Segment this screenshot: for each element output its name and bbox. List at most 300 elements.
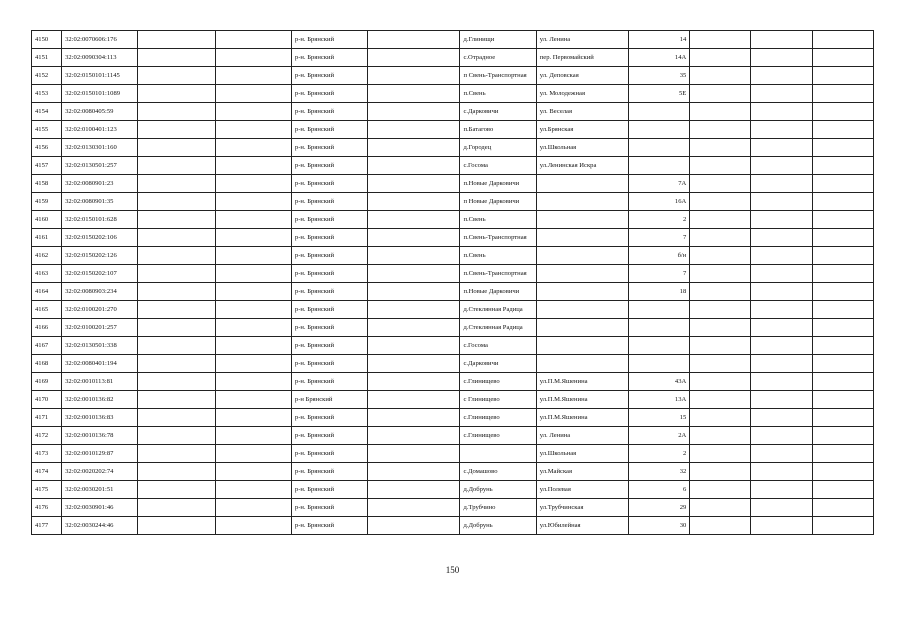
cadastral-number-cell: 32:02:0090304:113 [62, 49, 138, 67]
empty-cell [138, 319, 215, 337]
locality-cell: п.Свень [460, 85, 536, 103]
district-cell: р-н. Брянский [291, 481, 367, 499]
cadastral-number-cell: 32:02:0010136:78 [62, 427, 138, 445]
house-number-cell: 18 [629, 283, 690, 301]
cadastral-number-cell: 32:02:0150101:1145 [62, 67, 138, 85]
table-row [32, 427, 874, 445]
house-number-cell: 15 [629, 409, 690, 427]
empty-cell [690, 445, 751, 463]
table-row [32, 499, 874, 517]
empty-cell [751, 85, 812, 103]
district-cell: р-н. Брянский [291, 283, 367, 301]
empty-cell [751, 247, 812, 265]
house-number-cell: 29 [629, 499, 690, 517]
record-number-cell: 4163 [32, 265, 62, 283]
empty-cell [751, 265, 812, 283]
record-number-cell: 4175 [32, 481, 62, 499]
empty-cell [690, 373, 751, 391]
street-cell [536, 319, 628, 337]
cadastral-number-cell: 32:02:0030901:46 [62, 499, 138, 517]
empty-cell [812, 409, 873, 427]
locality-cell: с.Дарковичи [460, 355, 536, 373]
cadastral-number-cell: 32:02:0130301:160 [62, 139, 138, 157]
house-number-cell: 35 [629, 67, 690, 85]
empty-cell [690, 229, 751, 247]
record-number-cell: 4155 [32, 121, 62, 139]
empty-cell [138, 445, 215, 463]
empty-cell [138, 283, 215, 301]
empty-cell [751, 391, 812, 409]
empty-cell [215, 355, 291, 373]
table-row [32, 157, 874, 175]
locality-cell: д.Трубчино [460, 499, 536, 517]
record-number-cell: 4167 [32, 337, 62, 355]
district-cell: р-н. Брянский [291, 49, 367, 67]
record-number-cell: 4151 [32, 49, 62, 67]
empty-cell [368, 229, 460, 247]
empty-cell [812, 355, 873, 373]
cadastral-number-cell: 32:02:0150101:1089 [62, 85, 138, 103]
empty-cell [215, 445, 291, 463]
street-cell [536, 229, 628, 247]
empty-cell [215, 517, 291, 535]
house-number-cell: 2А [629, 427, 690, 445]
house-number-cell: 5Е [629, 85, 690, 103]
locality-cell [460, 445, 536, 463]
district-cell: р-н. Брянский [291, 301, 367, 319]
empty-cell [690, 31, 751, 49]
empty-cell [751, 481, 812, 499]
empty-cell [215, 301, 291, 319]
house-number-cell: 14 [629, 31, 690, 49]
empty-cell [215, 85, 291, 103]
empty-cell [215, 139, 291, 157]
house-number-cell [629, 319, 690, 337]
empty-cell [368, 139, 460, 157]
empty-cell [368, 319, 460, 337]
empty-cell [368, 445, 460, 463]
street-cell [536, 337, 628, 355]
empty-cell [690, 175, 751, 193]
empty-cell [368, 67, 460, 85]
record-number-cell: 4169 [32, 373, 62, 391]
district-cell: р-н. Брянский [291, 319, 367, 337]
cadastral-number-cell: 32:02:0020202:74 [62, 463, 138, 481]
empty-cell [368, 481, 460, 499]
empty-cell [690, 49, 751, 67]
record-number-cell: 4173 [32, 445, 62, 463]
empty-cell [812, 499, 873, 517]
record-number-cell: 4176 [32, 499, 62, 517]
empty-cell [812, 373, 873, 391]
empty-cell [690, 211, 751, 229]
empty-cell [215, 49, 291, 67]
empty-cell [690, 427, 751, 445]
cadastral-number-cell: 32:02:0010129:87 [62, 445, 138, 463]
cadastral-number-cell: 32:02:0080901:23 [62, 175, 138, 193]
empty-cell [215, 499, 291, 517]
street-cell: ул.П.М.Яшенина [536, 373, 628, 391]
table-row [32, 175, 874, 193]
empty-cell [138, 463, 215, 481]
empty-cell [812, 463, 873, 481]
empty-cell [812, 103, 873, 121]
empty-cell [368, 31, 460, 49]
empty-cell [812, 247, 873, 265]
table-row [32, 481, 874, 499]
house-number-cell: 13А [629, 391, 690, 409]
record-number-cell: 4168 [32, 355, 62, 373]
empty-cell [812, 121, 873, 139]
record-number-cell: 4162 [32, 247, 62, 265]
empty-cell [751, 301, 812, 319]
table-row [32, 265, 874, 283]
table-row [32, 103, 874, 121]
house-number-cell: 6 [629, 481, 690, 499]
house-number-cell [629, 301, 690, 319]
cadastral-number-cell: 32:02:0080903:234 [62, 283, 138, 301]
district-cell: р-н. Брянский [291, 211, 367, 229]
empty-cell [138, 391, 215, 409]
locality-cell: д.Добрунь [460, 517, 536, 535]
empty-cell [690, 121, 751, 139]
street-cell: ул. Ленина [536, 31, 628, 49]
empty-cell [138, 499, 215, 517]
empty-cell [690, 193, 751, 211]
empty-cell [690, 319, 751, 337]
house-number-cell: 16А [629, 193, 690, 211]
locality-cell: с Глинищево [460, 391, 536, 409]
record-number-cell: 4160 [32, 211, 62, 229]
empty-cell [368, 391, 460, 409]
locality-cell: п Новые Дарковичи [460, 193, 536, 211]
empty-cell [215, 463, 291, 481]
empty-cell [368, 463, 460, 481]
empty-cell [690, 463, 751, 481]
district-cell: р-н. Брянский [291, 103, 367, 121]
locality-cell: с.Глинищево [460, 373, 536, 391]
table-row [32, 445, 874, 463]
table-row [32, 193, 874, 211]
street-cell [536, 193, 628, 211]
locality-cell: п.Свень [460, 211, 536, 229]
empty-cell [138, 229, 215, 247]
empty-cell [751, 445, 812, 463]
district-cell: р-н. Брянский [291, 121, 367, 139]
locality-cell: с.Госома [460, 337, 536, 355]
house-number-cell [629, 337, 690, 355]
record-number-cell: 4153 [32, 85, 62, 103]
empty-cell [812, 301, 873, 319]
district-cell: р-н. Брянский [291, 247, 367, 265]
empty-cell [138, 175, 215, 193]
empty-cell [138, 157, 215, 175]
empty-cell [751, 427, 812, 445]
record-number-cell: 4174 [32, 463, 62, 481]
house-number-cell [629, 103, 690, 121]
district-cell: р-н Брянский [291, 391, 367, 409]
empty-cell [690, 409, 751, 427]
record-number-cell: 4150 [32, 31, 62, 49]
empty-cell [368, 409, 460, 427]
table-row [32, 373, 874, 391]
empty-cell [812, 85, 873, 103]
street-cell: ул. Молодежная [536, 85, 628, 103]
locality-cell: д.Стеклянная Радица [460, 301, 536, 319]
empty-cell [812, 229, 873, 247]
cadastral-number-cell: 32:02:0150202:107 [62, 265, 138, 283]
district-cell: р-н. Брянский [291, 157, 367, 175]
empty-cell [215, 319, 291, 337]
empty-cell [751, 283, 812, 301]
empty-cell [368, 517, 460, 535]
district-cell: р-н. Брянский [291, 85, 367, 103]
empty-cell [812, 139, 873, 157]
district-cell: р-н. Брянский [291, 193, 367, 211]
locality-cell: с.Домашово [460, 463, 536, 481]
record-number-cell: 4157 [32, 157, 62, 175]
record-number-cell: 4177 [32, 517, 62, 535]
empty-cell [368, 121, 460, 139]
locality-cell: с.Глинищево [460, 409, 536, 427]
street-cell: ул.П.М.Яшенина [536, 391, 628, 409]
empty-cell [812, 481, 873, 499]
locality-cell: с.Дарковичи [460, 103, 536, 121]
empty-cell [751, 499, 812, 517]
locality-cell: д.Добрунь [460, 481, 536, 499]
district-cell: р-н. Брянский [291, 409, 367, 427]
cadastral-number-cell: 32:02:0100401:123 [62, 121, 138, 139]
table-row [32, 517, 874, 535]
empty-cell [812, 517, 873, 535]
empty-cell [138, 427, 215, 445]
empty-cell [751, 175, 812, 193]
empty-cell [751, 139, 812, 157]
street-cell: ул.Майская [536, 463, 628, 481]
cadastral-number-cell: 32:02:0100201:257 [62, 319, 138, 337]
house-number-cell [629, 121, 690, 139]
empty-cell [138, 265, 215, 283]
empty-cell [751, 409, 812, 427]
table-row [32, 247, 874, 265]
district-cell: р-н. Брянский [291, 427, 367, 445]
cadastral-number-cell: 32:02:0030244:46 [62, 517, 138, 535]
table-row [32, 301, 874, 319]
page-number: 150 [445, 565, 460, 575]
cadastral-number-cell: 32:02:0130501:257 [62, 157, 138, 175]
empty-cell [368, 49, 460, 67]
empty-cell [215, 211, 291, 229]
cadastral-number-cell: 32:02:0070606:176 [62, 31, 138, 49]
empty-cell [751, 193, 812, 211]
empty-cell [368, 373, 460, 391]
empty-cell [690, 139, 751, 157]
district-cell: р-н. Брянский [291, 265, 367, 283]
empty-cell [812, 445, 873, 463]
street-cell: ул.Трубчинская [536, 499, 628, 517]
empty-cell [812, 175, 873, 193]
empty-cell [138, 481, 215, 499]
house-number-cell: 7 [629, 229, 690, 247]
cadastral-number-cell: 32:02:0010136:83 [62, 409, 138, 427]
locality-cell: п.Новые Дарковичи [460, 283, 536, 301]
street-cell [536, 211, 628, 229]
empty-cell [690, 337, 751, 355]
empty-cell [215, 175, 291, 193]
empty-cell [138, 211, 215, 229]
empty-cell [812, 211, 873, 229]
empty-cell [215, 373, 291, 391]
empty-cell [368, 499, 460, 517]
street-cell: ул.Полевая [536, 481, 628, 499]
table-row [32, 283, 874, 301]
house-number-cell: 32 [629, 463, 690, 481]
empty-cell [690, 67, 751, 85]
empty-cell [690, 247, 751, 265]
house-number-cell: 30 [629, 517, 690, 535]
empty-cell [690, 283, 751, 301]
empty-cell [215, 247, 291, 265]
empty-cell [215, 427, 291, 445]
house-number-cell: 2 [629, 445, 690, 463]
empty-cell [812, 193, 873, 211]
table-row [32, 229, 874, 247]
empty-cell [812, 157, 873, 175]
table-row [32, 391, 874, 409]
empty-cell [690, 355, 751, 373]
table-row [32, 355, 874, 373]
empty-cell [138, 121, 215, 139]
empty-cell [368, 103, 460, 121]
empty-cell [215, 265, 291, 283]
street-cell: ул.П.М.Яшенина [536, 409, 628, 427]
district-cell: р-н. Брянский [291, 31, 367, 49]
street-cell: ул.Юбилейная [536, 517, 628, 535]
empty-cell [138, 103, 215, 121]
table-row [32, 337, 874, 355]
empty-cell [368, 265, 460, 283]
locality-cell: п.Новые Дарковичи [460, 175, 536, 193]
empty-cell [215, 121, 291, 139]
empty-cell [138, 355, 215, 373]
empty-cell [215, 283, 291, 301]
empty-cell [812, 265, 873, 283]
locality-cell: п.Свень-Транспортная [460, 229, 536, 247]
empty-cell [215, 229, 291, 247]
empty-cell [751, 463, 812, 481]
empty-cell [138, 85, 215, 103]
cadastral-number-cell: 32:02:0080401:194 [62, 355, 138, 373]
locality-cell: п.Батагово [460, 121, 536, 139]
empty-cell [368, 211, 460, 229]
cadastral-number-cell: 32:02:0150202:106 [62, 229, 138, 247]
district-cell: р-н. Брянский [291, 139, 367, 157]
empty-cell [751, 103, 812, 121]
empty-cell [751, 211, 812, 229]
empty-cell [215, 409, 291, 427]
table-row [32, 139, 874, 157]
house-number-cell: 43А [629, 373, 690, 391]
table-body [32, 31, 874, 535]
empty-cell [690, 391, 751, 409]
empty-cell [138, 193, 215, 211]
cadastral-number-cell: 32:02:0100201:270 [62, 301, 138, 319]
house-number-cell: 7 [629, 265, 690, 283]
empty-cell [368, 355, 460, 373]
house-number-cell [629, 139, 690, 157]
table-row [32, 463, 874, 481]
empty-cell [138, 31, 215, 49]
house-number-cell: б/н [629, 247, 690, 265]
empty-cell [138, 301, 215, 319]
district-cell: р-н. Брянский [291, 337, 367, 355]
empty-cell [215, 193, 291, 211]
street-cell [536, 283, 628, 301]
empty-cell [138, 49, 215, 67]
house-number-cell: 2 [629, 211, 690, 229]
record-number-cell: 4159 [32, 193, 62, 211]
locality-cell: д.Глинищи [460, 31, 536, 49]
street-cell: ул.Школьная [536, 445, 628, 463]
registry-table [31, 30, 874, 535]
table-row [32, 409, 874, 427]
cadastral-number-cell: 32:02:0030201:51 [62, 481, 138, 499]
house-number-cell [629, 157, 690, 175]
empty-cell [138, 247, 215, 265]
cadastral-number-cell: 32:02:0150202:126 [62, 247, 138, 265]
street-cell: ул. Веселая [536, 103, 628, 121]
table-row [32, 31, 874, 49]
empty-cell [751, 355, 812, 373]
street-cell: ул.Брянская [536, 121, 628, 139]
locality-cell: д.Стеклянная Радица [460, 319, 536, 337]
empty-cell [368, 193, 460, 211]
empty-cell [812, 67, 873, 85]
district-cell: р-н. Брянский [291, 67, 367, 85]
record-number-cell: 4170 [32, 391, 62, 409]
empty-cell [812, 283, 873, 301]
empty-cell [368, 427, 460, 445]
table-row [32, 67, 874, 85]
empty-cell [812, 49, 873, 67]
locality-cell: д.Городец [460, 139, 536, 157]
table-row [32, 49, 874, 67]
locality-cell: с.Госома [460, 157, 536, 175]
record-number-cell: 4154 [32, 103, 62, 121]
empty-cell [751, 229, 812, 247]
empty-cell [138, 517, 215, 535]
record-number-cell: 4165 [32, 301, 62, 319]
locality-cell: с.Отрадное [460, 49, 536, 67]
empty-cell [690, 481, 751, 499]
cadastral-number-cell: 32:02:0080405:59 [62, 103, 138, 121]
empty-cell [215, 103, 291, 121]
table-row [32, 319, 874, 337]
empty-cell [368, 175, 460, 193]
table-row [32, 121, 874, 139]
cadastral-number-cell: 32:02:0080901:35 [62, 193, 138, 211]
house-number-cell [629, 355, 690, 373]
record-number-cell: 4158 [32, 175, 62, 193]
district-cell: р-н. Брянский [291, 499, 367, 517]
district-cell: р-н. Брянский [291, 517, 367, 535]
empty-cell [751, 121, 812, 139]
empty-cell [812, 427, 873, 445]
locality-cell: с.Глинищево [460, 427, 536, 445]
district-cell: р-н. Брянский [291, 229, 367, 247]
empty-cell [690, 499, 751, 517]
street-cell [536, 355, 628, 373]
